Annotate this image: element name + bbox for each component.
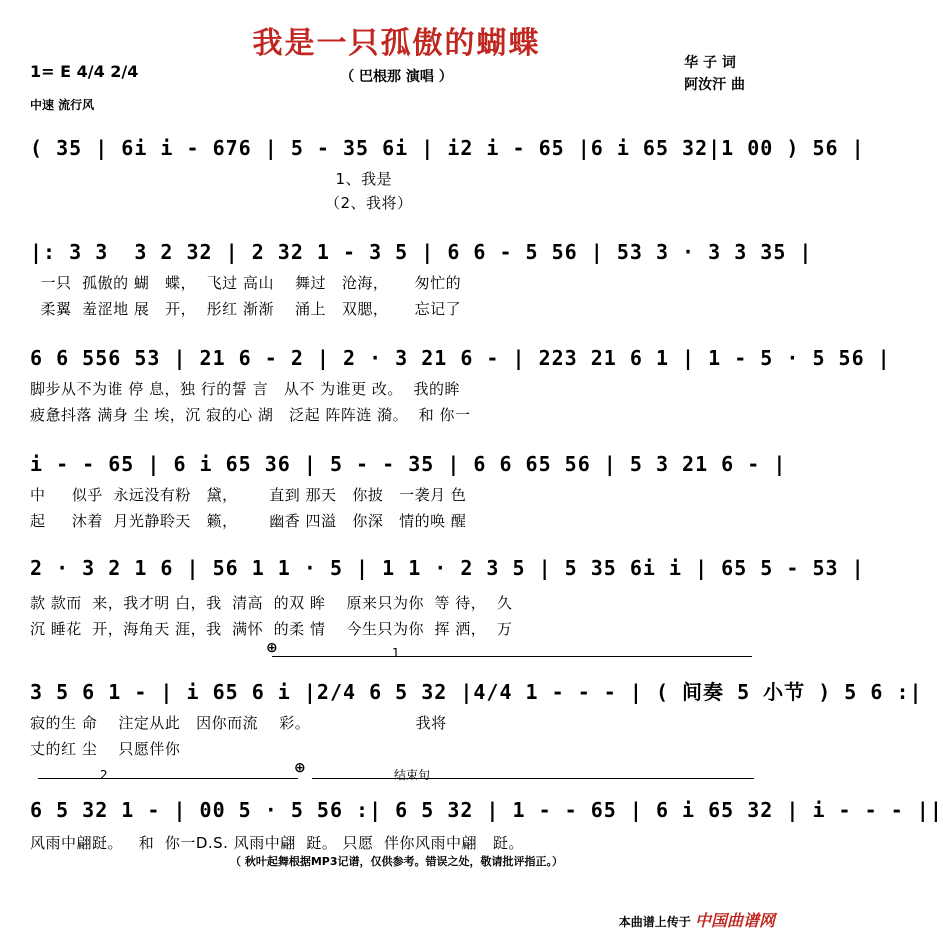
- lyric-row-7a: 风雨中翩跹。 和 你一D.S. 风雨中翩 跹。 只愿 伴你风雨中翩 跹。: [30, 834, 524, 852]
- staff-row-7: 6 5 32 1 - | 00 5 · 5 56 :| 6 5 32 | 1 - - 65 | 6 i 65 32 | i - - - ||: [30, 798, 943, 822]
- volta-1-line: [272, 656, 752, 657]
- key-signature: 1= E 4/4 2/4: [30, 62, 139, 81]
- volta-1-label: 1: [392, 646, 400, 660]
- lyric-row-3b: 疲惫抖落 满身 尘 埃，沉 寂的心 湖 泛起 阵阵涟 漪。 和 你一: [30, 406, 471, 424]
- upload-prefix: 本曲谱上传于: [618, 915, 691, 929]
- song-title: 我是一只孤傲的蝴蝶: [252, 26, 541, 61]
- staff-row-3: 6 6 556 53 | 21 6 - 2 | 2 · 3 21 6 - | 223 21 6 1 | 1 - 5 · 5 56 |: [30, 346, 891, 370]
- lyric-row-6b: 丈的红 尘 只愿伴你: [30, 740, 181, 758]
- coda-sign-2-icon: ⊕: [294, 760, 306, 776]
- staff-row-2: |: 3 3 3 2 32 | 2 32 1 - 3 5 | 6 6 - 5 56 | 53 3 · 3 3 35 |: [30, 240, 813, 264]
- lyricist: 华 子 词: [684, 55, 736, 71]
- lyric-row-1a: 1、我是: [30, 170, 393, 188]
- volta-2-label: 2: [100, 768, 108, 782]
- lyric-row-5b: 沉 睡花 开，海角天 涯，我 满怀 的柔 情 今生只为你 挥 洒， 万: [30, 620, 513, 638]
- lyric-row-4a: 中 似乎 永远没有粉 黛， 直到 那天 你披 一袭月 色: [30, 486, 467, 504]
- tempo-marking: 中速 流行风: [30, 98, 95, 112]
- staff-row-1: ( 35 | 6i i - 676 | 5 - 35 6i | i2 i - 65 |6 i 65 32|1 00 ) 56 |: [30, 136, 865, 160]
- lyric-row-4b: 起 沐着 月光静聆天 籁， 幽香 四溢 你深 情的唤 醒: [30, 512, 467, 530]
- ending-label: 结束句: [394, 768, 431, 782]
- staff-row-5: 2 · 3 2 1 6 | 56 1 1 · 5 | 1 1 · 2 3 5 | 5 35 6i i | 65 5 - 53 |: [30, 556, 865, 580]
- lyric-row-2a: 一只 孤傲的 蝴 蝶， 飞过 高山 舞过 沧海， 匆忙的: [30, 274, 462, 292]
- upload-credit: [619, 908, 775, 931]
- staff-row-4: i - - 65 | 6 i 65 36 | 5 - - 35 | 6 6 65 56 | 5 3 21 6 - |: [30, 452, 787, 476]
- lyric-row-3a: 脚步从不为谁 停 息，独 行的誓 言 从不 为谁更 改。 我的眸: [30, 380, 460, 398]
- lyric-row-6a: 寂的生 命 注定从此 因你而流 彩。 我将: [30, 714, 447, 732]
- singer-line: （ 巴根那 演唱 ）: [340, 69, 453, 85]
- staff-row-6: 3 5 6 1 - | i 65 6 i |2/4 6 5 32 |4/4 1 - - - | ( 间奏 5 小节 ) 5 6 :|: [30, 680, 923, 704]
- coda-sign-icon: ⊕: [266, 640, 278, 656]
- composer: 阿汝汗 曲: [684, 77, 745, 93]
- volta-2-line: [38, 778, 298, 779]
- credits: [684, 52, 745, 96]
- lyric-row-5a: 款 款而 来，我才明 白，我 清高 的双 眸 原来只为你 等 待， 久: [30, 594, 513, 612]
- lyric-row-1b: （2、我将）: [30, 194, 413, 212]
- footnote: （ 秋叶起舞根据MP3记谱，仅供参考。错误之处，敬请批评指正。）: [230, 855, 563, 868]
- site-logo[interactable]: 中国曲谱网: [694, 911, 775, 930]
- ending-line: [312, 778, 754, 779]
- lyric-row-2b: 柔翼 羞涩地 展 开， 彤红 渐渐 涌上 双腮， 忘记了: [30, 300, 462, 318]
